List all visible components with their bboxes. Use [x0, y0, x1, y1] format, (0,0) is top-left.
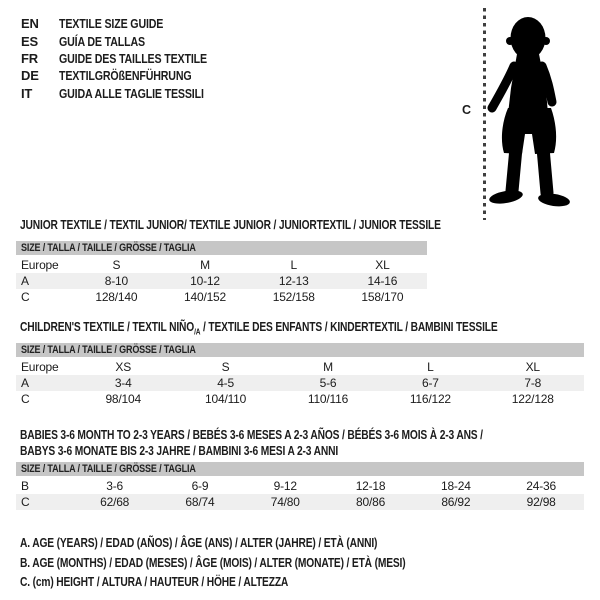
value-cell: 128/140 [95, 290, 138, 304]
title-subscript: /A [194, 327, 201, 337]
table-row-height [16, 289, 427, 305]
size-cell: XS [115, 360, 131, 374]
size-cell: M [323, 360, 333, 374]
value-cell: 3-6 [106, 479, 124, 493]
size-header-bar-babies: SIZE / TALLA / TAILLE / GRÖSSE / TAGLIA [16, 462, 584, 476]
language-row-es [21, 32, 239, 49]
note-height: C. (cm) HEIGHT / ALTURA / HAUTEUR / HÖHE / ALTEZZA [20, 575, 289, 589]
section-title-babies: BABIES 3-6 MONTH TO 2-3 YEARS / BEBÉS 3-6 MESES A 2-3 AÑOS / BÉBÉS 3-6 MOIS À 2-3 ANS / BABYS 3-6 MONATE BIS 2-3 JAHRE / BAMBINI 3-6 MESI A 2-3 ANNI [20, 428, 483, 458]
table-row-age [16, 375, 584, 391]
value-cell: 8-10 [104, 274, 128, 288]
table-row-height [16, 391, 584, 407]
value-cell: 140/152 [184, 290, 227, 304]
language-code: DE [21, 68, 39, 84]
value-cell: 68/74 [185, 495, 215, 509]
language-code: EN [21, 16, 39, 32]
value-cell: 6-7 [421, 376, 439, 390]
value-cell: 24-36 [526, 479, 556, 493]
language-row-fr [21, 50, 239, 67]
size-cell: S [221, 360, 230, 374]
table-row-age-months [16, 478, 584, 494]
value-cell: 74/80 [270, 495, 300, 509]
value-cell: 158/170 [361, 290, 404, 304]
language-title: TEXTILGRÖßENFÜHRUNG [59, 68, 192, 84]
language-row-en [21, 15, 239, 32]
language-code: IT [21, 85, 33, 101]
babies-size-table [16, 478, 584, 510]
value-cell: 110/116 [307, 392, 349, 406]
size-cell: XL [375, 258, 390, 272]
language-title: GUÍA DE TALLAS [59, 33, 145, 49]
value-cell: 116/122 [409, 392, 451, 406]
language-code: ES [21, 33, 38, 49]
size-header-bar-children: SIZE / TALLA / TAILLE / GRÖSSE / TAGLIA [16, 343, 584, 357]
junior-size-table [16, 257, 427, 305]
height-figure [440, 0, 600, 235]
value-cell: 3-4 [114, 376, 132, 390]
language-title: GUIDA ALLE TAGLIE TESSILI [59, 85, 204, 101]
table-row-age [16, 273, 427, 289]
value-cell: 14-16 [367, 274, 398, 288]
value-cell: 5-6 [319, 376, 337, 390]
value-cell: 104/110 [205, 392, 247, 406]
value-cell: 98/104 [105, 392, 141, 406]
value-cell: 4-5 [217, 376, 234, 390]
note-age-months: B. AGE (MONTHS) / EDAD (MESES) / ÂGE (MOIS) / ALTER (MONATE) / ETÀ (MESI) [20, 555, 406, 570]
value-cell: 86/92 [441, 495, 471, 509]
value-cell: 62/68 [100, 495, 130, 509]
size-cell: XL [525, 360, 540, 374]
table-row-europe [16, 359, 584, 375]
value-cell: 92/98 [526, 495, 556, 509]
row-label: C [21, 495, 30, 509]
value-cell: 80/86 [356, 495, 386, 509]
table-row-height [16, 494, 584, 510]
size-cell: S [112, 258, 121, 272]
size-cell: M [200, 258, 210, 272]
row-label: C [21, 290, 30, 304]
value-cell: 12-18 [355, 479, 386, 493]
legend-notes [20, 536, 490, 595]
size-header-bar-junior: SIZE / TALLA / TAILLE / GRÖSSE / TAGLIA [16, 241, 427, 255]
value-cell: 122/128 [511, 392, 554, 406]
size-cell: L [290, 258, 297, 272]
note-age-years: A. AGE (YEARS) / EDAD (AÑOS) / ÂGE (ANS) / ALTER (JAHRE) / ETÀ (ANNI) [20, 536, 378, 550]
value-cell: 10-12 [190, 274, 220, 288]
value-cell: 6-9 [191, 479, 209, 493]
row-label: C [21, 392, 30, 406]
value-cell: 7-8 [524, 376, 542, 390]
row-label: A [21, 376, 29, 390]
children-size-table [16, 359, 584, 407]
language-row-de [21, 67, 239, 84]
row-label: B [21, 479, 29, 493]
value-cell: 18-24 [440, 479, 471, 493]
height-label: C [462, 103, 471, 117]
language-header [21, 15, 239, 102]
size-cell: L [427, 360, 434, 374]
row-label: Europe [21, 360, 59, 374]
language-title: TEXTILE SIZE GUIDE [59, 16, 164, 32]
table-row-europe [16, 257, 427, 273]
section-title-children: CHILDREN'S TEXTILE / TEXTIL $NIÑO_{/A}$ / TEXTILE DES ENFANTS / KINDERTEXTIL / BAMBINI TESSILE [20, 320, 498, 337]
language-row-it [21, 85, 239, 102]
value-cell: 9-12 [273, 479, 297, 493]
baby-silhouette-icon [486, 12, 572, 208]
value-cell: 12-13 [278, 274, 309, 288]
language-code: FR [21, 50, 38, 66]
row-label: Europe [21, 258, 59, 272]
value-cell: 152/158 [272, 290, 315, 304]
section-title-junior: JUNIOR TEXTILE / TEXTIL JUNIOR/ TEXTILE JUNIOR / JUNIORTEXTIL / JUNIOR TESSILE [20, 218, 441, 232]
language-title: GUIDE DES TAILLES TEXTILE [59, 50, 207, 66]
row-label: A [21, 274, 29, 288]
